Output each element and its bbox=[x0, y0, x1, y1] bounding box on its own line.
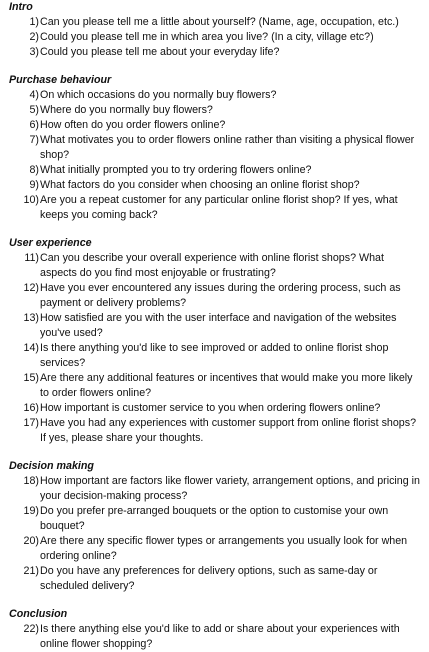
question-text: Have you had any experiences with customer support from online florist shops? If yes, please share your thoughts. bbox=[40, 417, 417, 444]
question-text: Do you prefer pre-arranged bouquets or the option to customise your own bouquet? bbox=[40, 505, 389, 532]
question-text: Could you please tell me in which area you live? (In a city, village etc?) bbox=[40, 31, 374, 43]
question-item bbox=[9, 401, 423, 416]
question-item bbox=[9, 311, 423, 341]
question-list bbox=[9, 88, 423, 223]
question-text: Are there any specific flower types or arrangements you usually look for when ordering online? bbox=[40, 535, 408, 562]
question-item bbox=[9, 504, 423, 534]
question-item bbox=[9, 118, 423, 133]
question-number: 5) bbox=[29, 104, 39, 116]
question-number: 1) bbox=[29, 16, 39, 28]
question-number: 2) bbox=[29, 31, 39, 43]
question-number: 21) bbox=[23, 565, 39, 577]
question-text: How important are factors like flower variety, arrangement options, and pricing in your decision-making process? bbox=[40, 475, 420, 502]
section-purchase-behaviour bbox=[9, 73, 423, 223]
question-text: Can you please tell me a little about yourself? (Name, age, occupation, etc.) bbox=[40, 16, 399, 28]
question-number: 22) bbox=[23, 623, 39, 635]
question-item bbox=[9, 103, 423, 118]
question-number: 10) bbox=[23, 194, 39, 206]
question-item bbox=[9, 133, 423, 163]
question-item bbox=[9, 251, 423, 281]
section-heading: Purchase behaviour bbox=[9, 74, 112, 86]
question-text: Where do you normally buy flowers? bbox=[40, 104, 213, 116]
question-item bbox=[9, 45, 423, 60]
question-item bbox=[9, 341, 423, 371]
question-list bbox=[9, 474, 423, 594]
question-item bbox=[9, 163, 423, 178]
question-number: 14) bbox=[23, 342, 39, 354]
question-text: On which occasions do you normally buy flowers? bbox=[40, 89, 277, 101]
question-item bbox=[9, 534, 423, 564]
question-text: What motivates you to order flowers online rather than visiting a physical flower shop? bbox=[40, 134, 415, 161]
question-number: 7) bbox=[29, 134, 39, 146]
question-text: Is there anything you'd like to see improved or added to online florist shop services? bbox=[40, 342, 389, 369]
question-text: Are there any additional features or incentives that would make you more likely to order flowers online? bbox=[40, 372, 413, 399]
section-heading: Decision making bbox=[9, 460, 94, 472]
question-number: 15) bbox=[23, 372, 39, 384]
question-number: 16) bbox=[23, 402, 39, 414]
question-text: How important is customer service to you when ordering flowers online? bbox=[40, 402, 381, 414]
question-list bbox=[9, 15, 423, 60]
question-text: How often do you order flowers online? bbox=[40, 119, 226, 131]
question-item bbox=[9, 193, 423, 223]
question-number: 11) bbox=[24, 252, 39, 264]
question-number: 20) bbox=[23, 535, 39, 547]
question-item bbox=[9, 622, 423, 652]
question-text: What factors do you consider when choosing an online florist shop? bbox=[40, 179, 360, 191]
question-number: 13) bbox=[23, 312, 39, 324]
section-heading: Intro bbox=[9, 1, 33, 13]
question-text: Could you please tell me about your everyday life? bbox=[40, 46, 280, 58]
question-text: Can you describe your overall experience with online florist shops? What aspects do you find most enjoyable or frustrating? bbox=[40, 252, 384, 279]
question-item bbox=[9, 30, 423, 45]
section-heading: User experience bbox=[9, 237, 92, 249]
question-text: Is there anything else you'd like to add or share about your experiences with online flower shopping? bbox=[40, 623, 400, 650]
question-list bbox=[9, 622, 423, 652]
question-text: What initially prompted you to try ordering flowers online? bbox=[40, 164, 312, 176]
section-decision-making bbox=[9, 459, 423, 594]
question-number: 3) bbox=[29, 46, 39, 58]
question-item bbox=[9, 88, 423, 103]
question-number: 6) bbox=[29, 119, 39, 131]
question-number: 19) bbox=[23, 505, 39, 517]
section-intro bbox=[9, 0, 423, 60]
question-number: 8) bbox=[29, 164, 39, 176]
question-text: Have you ever encountered any issues during the ordering process, such as payment or delivery problems? bbox=[40, 282, 401, 309]
question-item bbox=[9, 474, 423, 504]
section-user-experience bbox=[9, 236, 423, 446]
question-number: 17) bbox=[23, 417, 39, 429]
section-heading: Conclusion bbox=[9, 608, 68, 620]
section-conclusion bbox=[9, 607, 423, 652]
question-item bbox=[9, 371, 423, 401]
question-text: Do you have any preferences for delivery options, such as same-day or scheduled delivery? bbox=[40, 565, 378, 592]
question-list bbox=[9, 251, 423, 446]
question-number: 18) bbox=[23, 475, 39, 487]
question-item bbox=[9, 281, 423, 311]
question-text: How satisfied are you with the user interface and navigation of the websites you've used? bbox=[40, 312, 397, 339]
question-number: 9) bbox=[29, 179, 39, 191]
question-item bbox=[9, 564, 423, 594]
question-number: 4) bbox=[29, 89, 39, 101]
question-text: Are you a repeat customer for any particular online florist shop? If yes, what keeps you coming back? bbox=[40, 194, 398, 221]
question-item bbox=[9, 178, 423, 193]
question-number: 12) bbox=[23, 282, 39, 294]
question-item bbox=[9, 15, 423, 30]
question-item bbox=[9, 416, 423, 446]
